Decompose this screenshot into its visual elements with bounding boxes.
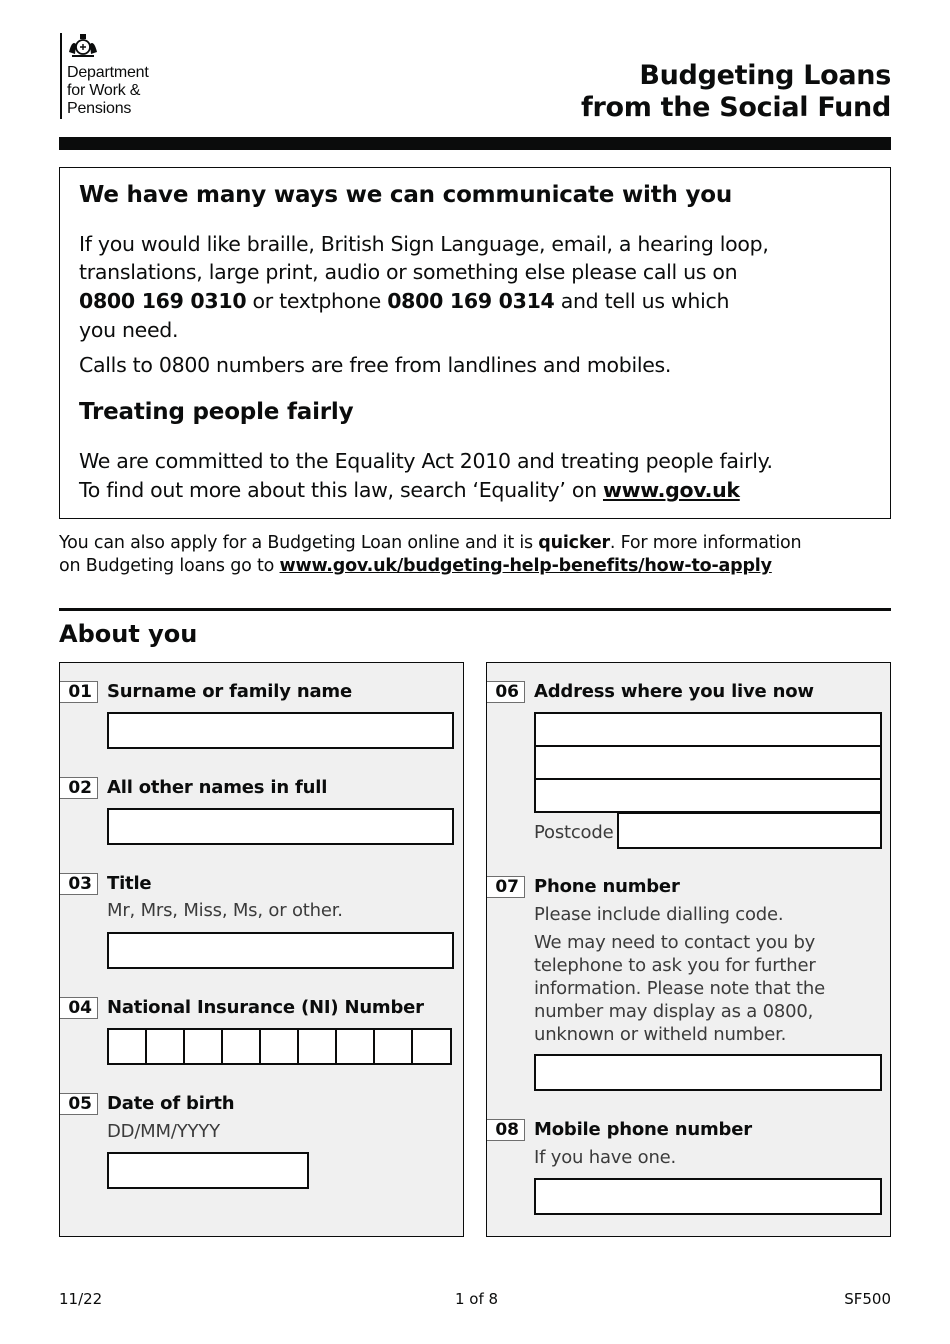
mobile-hint: If you have one.: [534, 1147, 677, 1168]
address-label: Address where you live now: [534, 681, 814, 702]
fairly-line-2: [79, 478, 740, 502]
mobile-input[interactable]: [534, 1178, 882, 1215]
question-number-07: 07: [487, 876, 525, 898]
fairly-line-2-text: To find out more about this law, search ‘Equality’ on: [79, 478, 603, 502]
phone-note-line: number may display as a 0800,: [534, 1001, 814, 1022]
textphone-number: 0800 169 0314: [387, 289, 555, 313]
ni-cell[interactable]: [185, 1030, 223, 1063]
question-number-03: 03: [60, 873, 98, 895]
online-line-1: [59, 533, 801, 553]
footer-form-code: SF500: [844, 1290, 891, 1308]
ni-cell[interactable]: [109, 1030, 147, 1063]
mobile-label: Mobile phone number: [534, 1119, 752, 1140]
fairly-line-1: We are committed to the Equality Act 2010 and treating people fairly.: [79, 449, 773, 473]
title-input[interactable]: [107, 932, 454, 969]
tell-us-text: and tell us which: [554, 289, 730, 313]
org-line-2: for Work &: [67, 82, 141, 99]
dob-input[interactable]: [107, 1152, 309, 1189]
phone-number: 0800 169 0310: [79, 289, 247, 313]
dob-label: Date of birth: [107, 1093, 235, 1114]
address-line-2-input[interactable]: [534, 745, 882, 780]
logo-divider: [60, 33, 62, 119]
other-names-label: All other names in full: [107, 777, 328, 798]
ni-number-input[interactable]: [107, 1028, 452, 1065]
about-you-heading: About you: [59, 620, 198, 648]
ni-cell[interactable]: [261, 1030, 299, 1063]
ni-cell[interactable]: [299, 1030, 337, 1063]
org-line-3: Pensions: [67, 100, 132, 117]
online-line-1-suffix: . For more information: [609, 533, 802, 553]
question-number-08: 08: [487, 1119, 525, 1141]
phone-note: [534, 931, 825, 1046]
royal-crest-icon: [66, 32, 100, 60]
phone-hint: Please include dialling code.: [534, 904, 784, 925]
question-number-05: 05: [60, 1093, 98, 1115]
org-name: [67, 64, 149, 118]
quicker-text: quicker: [538, 533, 610, 553]
header-rule: [59, 137, 891, 150]
phone-label: Phone number: [534, 876, 680, 897]
phone-input[interactable]: [534, 1054, 882, 1091]
phone-note-line: information. Please note that the: [534, 978, 825, 999]
fairly-heading: Treating people fairly: [79, 399, 354, 425]
title-label: Title: [107, 873, 152, 894]
dob-hint: DD/MM/YYYY: [107, 1121, 220, 1142]
question-number-06: 06: [487, 681, 525, 703]
surname-input[interactable]: [107, 712, 454, 749]
or-textphone-text: or textphone: [246, 289, 388, 313]
communicate-line-1: If you would like braille, British Sign Language, email, a hearing loop,: [79, 232, 769, 256]
online-line-2: [59, 556, 772, 576]
phone-note-line: unknown or witheld number.: [534, 1024, 787, 1045]
title-hint: Mr, Mrs, Miss, Ms, or other.: [107, 900, 343, 921]
online-line-1-prefix: You can also apply for a Budgeting Loan online and it is: [59, 533, 539, 553]
question-number-04: 04: [60, 997, 98, 1019]
postcode-input[interactable]: [617, 812, 882, 849]
footer-date: 11/22: [59, 1290, 103, 1308]
address-line-3-input[interactable]: [534, 778, 882, 813]
phone-note-line: telephone to ask you for further: [534, 955, 816, 976]
question-number-02: 02: [60, 777, 98, 799]
other-names-input[interactable]: [107, 808, 454, 845]
communicate-line-3: [79, 289, 729, 313]
about-you-left-panel: [59, 662, 464, 1237]
how-to-apply-link[interactable]: www.gov.uk/budgeting-help-benefits/how-to-apply: [279, 556, 772, 576]
ni-number-label: National Insurance (NI) Number: [107, 997, 424, 1018]
question-number-01: 01: [60, 681, 98, 703]
ni-cell[interactable]: [375, 1030, 413, 1063]
section-rule: [59, 608, 891, 611]
document-title-line-1: Budgeting Loans: [639, 60, 891, 91]
communicate-heading: We have many ways we can communicate with you: [79, 182, 733, 208]
address-line-1-input[interactable]: [534, 712, 882, 747]
phone-note-line: We may need to contact you by: [534, 932, 816, 953]
ni-cell[interactable]: [223, 1030, 261, 1063]
surname-label: Surname or family name: [107, 681, 352, 702]
gov-uk-link[interactable]: www.gov.uk: [602, 478, 740, 502]
online-line-2-prefix: on Budgeting loans go to: [59, 556, 280, 576]
communicate-line-4: you need.: [79, 318, 179, 342]
ni-cell[interactable]: [337, 1030, 375, 1063]
document-title: [581, 60, 891, 124]
calls-note: Calls to 0800 numbers are free from landlines and mobiles.: [79, 353, 672, 377]
postcode-label: Postcode: [534, 822, 614, 843]
communicate-line-2: translations, large print, audio or something else please call us on: [79, 260, 738, 284]
about-you-right-panel: [486, 662, 891, 1237]
footer-page-number: 1 of 8: [455, 1290, 499, 1308]
document-title-line-2: from the Social Fund: [581, 92, 891, 123]
org-line-1: Department: [67, 64, 149, 81]
ni-cell[interactable]: [147, 1030, 185, 1063]
